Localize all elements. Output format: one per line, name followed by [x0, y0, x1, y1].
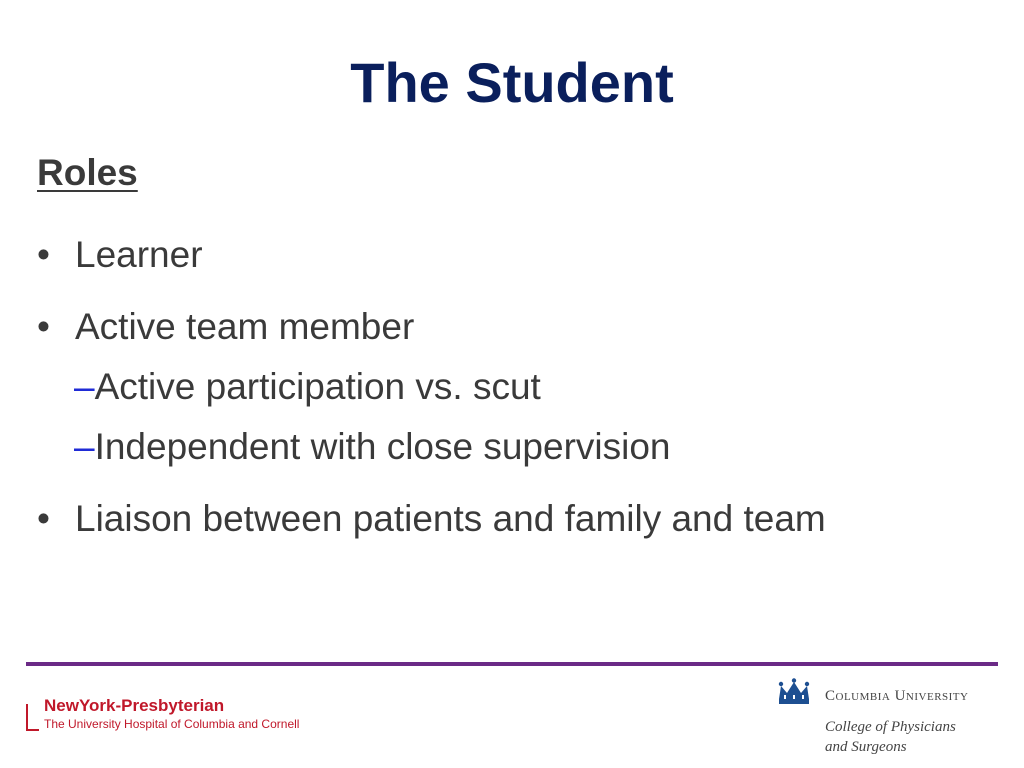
bullet-marker: • — [37, 306, 50, 347]
nyp-mark-icon — [26, 702, 40, 732]
sub-bullet-marker: – — [74, 426, 95, 467]
nyp-logo — [26, 696, 326, 736]
bullet-text: Active team member — [75, 306, 415, 347]
columbia-college-line1: College of Physicians — [825, 719, 956, 735]
slide-title: The Student — [350, 51, 674, 114]
columbia-logo — [776, 676, 1016, 762]
bullet-item — [37, 498, 826, 541]
columbia-name: Columbia University — [825, 688, 969, 704]
bullet-text: Learner — [75, 234, 203, 275]
bullet-item — [37, 306, 414, 349]
bullet-text: Liaison between patients and family and team — [75, 498, 826, 539]
bullet-item — [37, 234, 203, 277]
sub-bullet-text: Active participation vs. scut — [94, 366, 541, 407]
section-heading: Roles — [37, 152, 138, 193]
bullet-marker: • — [37, 498, 50, 539]
sub-bullet-text: Independent with close supervision — [94, 426, 671, 467]
sub-bullet-marker: – — [74, 366, 95, 407]
sub-bullet-item — [74, 426, 671, 469]
nyp-subtitle: The University Hospital of Columbia and Cornell — [44, 717, 300, 731]
nyp-name: NewYork-Presbyterian — [44, 696, 225, 715]
bullet-marker: • — [37, 234, 50, 275]
sub-bullet-item — [74, 366, 541, 409]
footer-divider — [26, 662, 998, 666]
crown-icon — [776, 678, 812, 706]
columbia-college-line2: and Surgeons — [825, 739, 907, 755]
